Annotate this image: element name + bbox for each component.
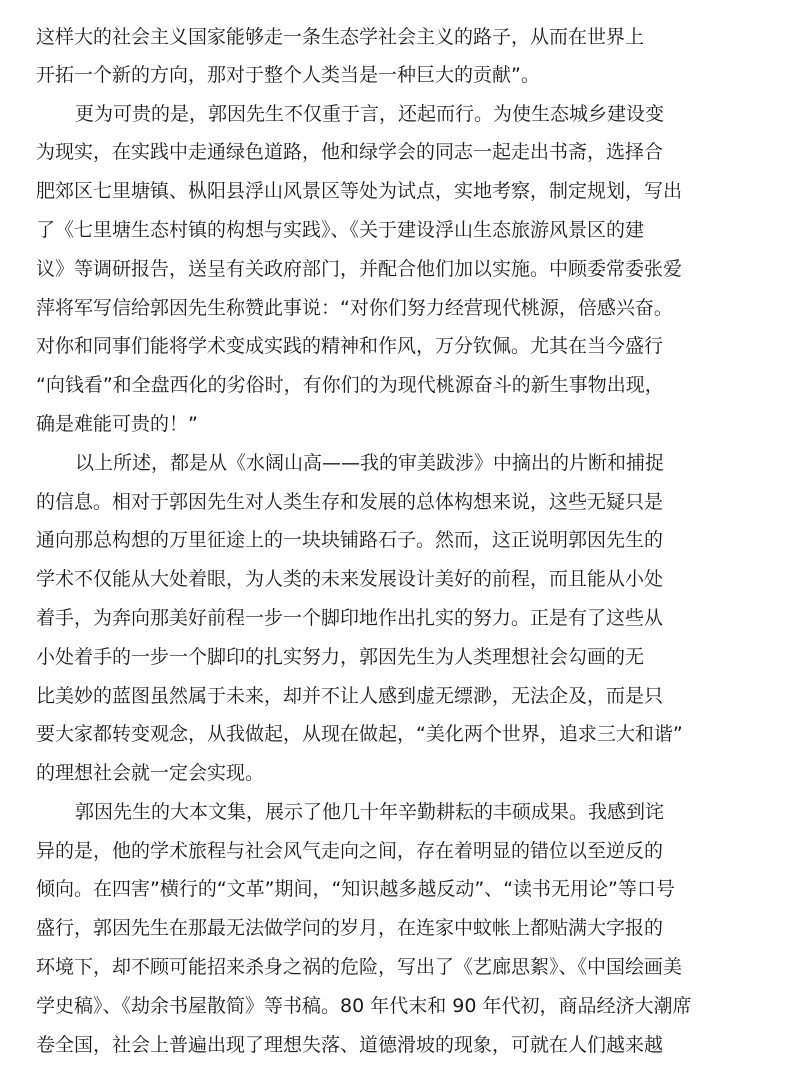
text-line-11: 确是难能可贵的！” bbox=[36, 413, 198, 435]
text-line-8: 萍将军写信给郭因先生称赞此事说：“对你们努力经营现代桃源，倍感兴奋。 bbox=[36, 297, 673, 319]
text-line-16: 着手，为奔向那美好前程一步一个脚印地作出扎实的努力。正是有了这些从 bbox=[36, 607, 664, 629]
text-line-22: 异的是，他的学术旅程与社会风气走向之间，存在着明显的错位以至逆反的 bbox=[36, 840, 664, 862]
text-line-6: 了《七里塘生态村镇的构想与实践》、《关于建设浮山生态旅游风景区的建 bbox=[36, 219, 645, 241]
text-line-18: 比美妙的蓝图虽然属于未来，却并不让人感到虚无缥渺，无法企及，而是只 bbox=[36, 685, 664, 707]
text-line-19: 要大家都转变观念，从我做起，从现在做起，“美化两个世界，追求三大和谐” bbox=[36, 723, 683, 745]
text-line-1: 这样大的社会主义国家能够走一条生态学社会主义的路子，从而在世界上 bbox=[36, 26, 645, 48]
text-line-2: 开拓一个新的方向，那对于整个人类当是一种巨大的贡献”。 bbox=[36, 64, 540, 86]
text-line-10: “向钱看”和全盘西化的劣俗时，有你们的为现代桃源奋斗的新生事物出现， bbox=[36, 374, 664, 396]
text-line-14: 通向那总构想的万里征途上的一块块铺路石子。然而，这正说明郭因先生的 bbox=[36, 529, 664, 551]
text-line-7: 议》等调研报告，送呈有关政府部门，并配合他们加以实施。中顾委常委张爱 bbox=[36, 258, 683, 280]
text-line-25: 环境下，却不顾可能招来杀身之祸的危险，写出了《艺廊思絮》、《中国绘画美 bbox=[36, 956, 683, 978]
paragraph-3-line-1: 以上所述，都是从《水阔山高——我的审美跋涉》中摘出的片断和捕捉 bbox=[75, 452, 665, 474]
text-line-26: 学史稿》、《劫余书屋散简》等书稿。80 年代末和 90 年代初，商品经济大潮席 bbox=[36, 995, 692, 1017]
text-line-27: 卷全国，社会上普遍出现了理想失落、道德滑坡的现象，可就在人们越来越 bbox=[36, 1034, 664, 1056]
text-line-23: 倾向。在四害”横行的“文革”期间，“知识越多越反动”、“读书无用论”等口号 bbox=[36, 878, 675, 900]
text-line-15: 学术不仅能从大处着眼，为人类的未来发展设计美好的前程，而且能从小处 bbox=[36, 568, 664, 590]
text-line-9: 对你和同事们能将学术变成实践的精神和作风，万分钦佩。尤其在当今盛行 bbox=[36, 335, 664, 357]
text-line-5: 肥郊区七里塘镇、枞阳县浮山风景区等处为试点，实地考察，制定规划，写出 bbox=[36, 180, 683, 202]
text-line-17: 小处着手的一步一个脚印的扎实努力，郭因先生为人类理想社会勾画的无 bbox=[36, 646, 645, 668]
paragraph-4-line-1: 郭因先生的大本文集，展示了他几十年辛勤耕耘的丰硕成果。我感到诧 bbox=[75, 801, 665, 823]
paragraph-2-line-1: 更为可贵的是，郭因先生不仅重于言，还起而行。为使生态城乡建设变 bbox=[75, 103, 665, 125]
text-line-4: 为现实，在实践中走通绿色道路，他和绿学会的同志一起走出书斋，选择合 bbox=[36, 141, 664, 163]
text-line-24: 盛行，郭因先生在那最无法做学问的岁月，在连家中蚊帐上都贴满大字报的 bbox=[36, 917, 664, 939]
text-line-20: 的理想社会就一定会实现。 bbox=[36, 762, 265, 784]
text-line-13: 的信息。相对于郭因先生对人类生存和发展的总体构想来说，这些无疑只是 bbox=[36, 491, 664, 513]
